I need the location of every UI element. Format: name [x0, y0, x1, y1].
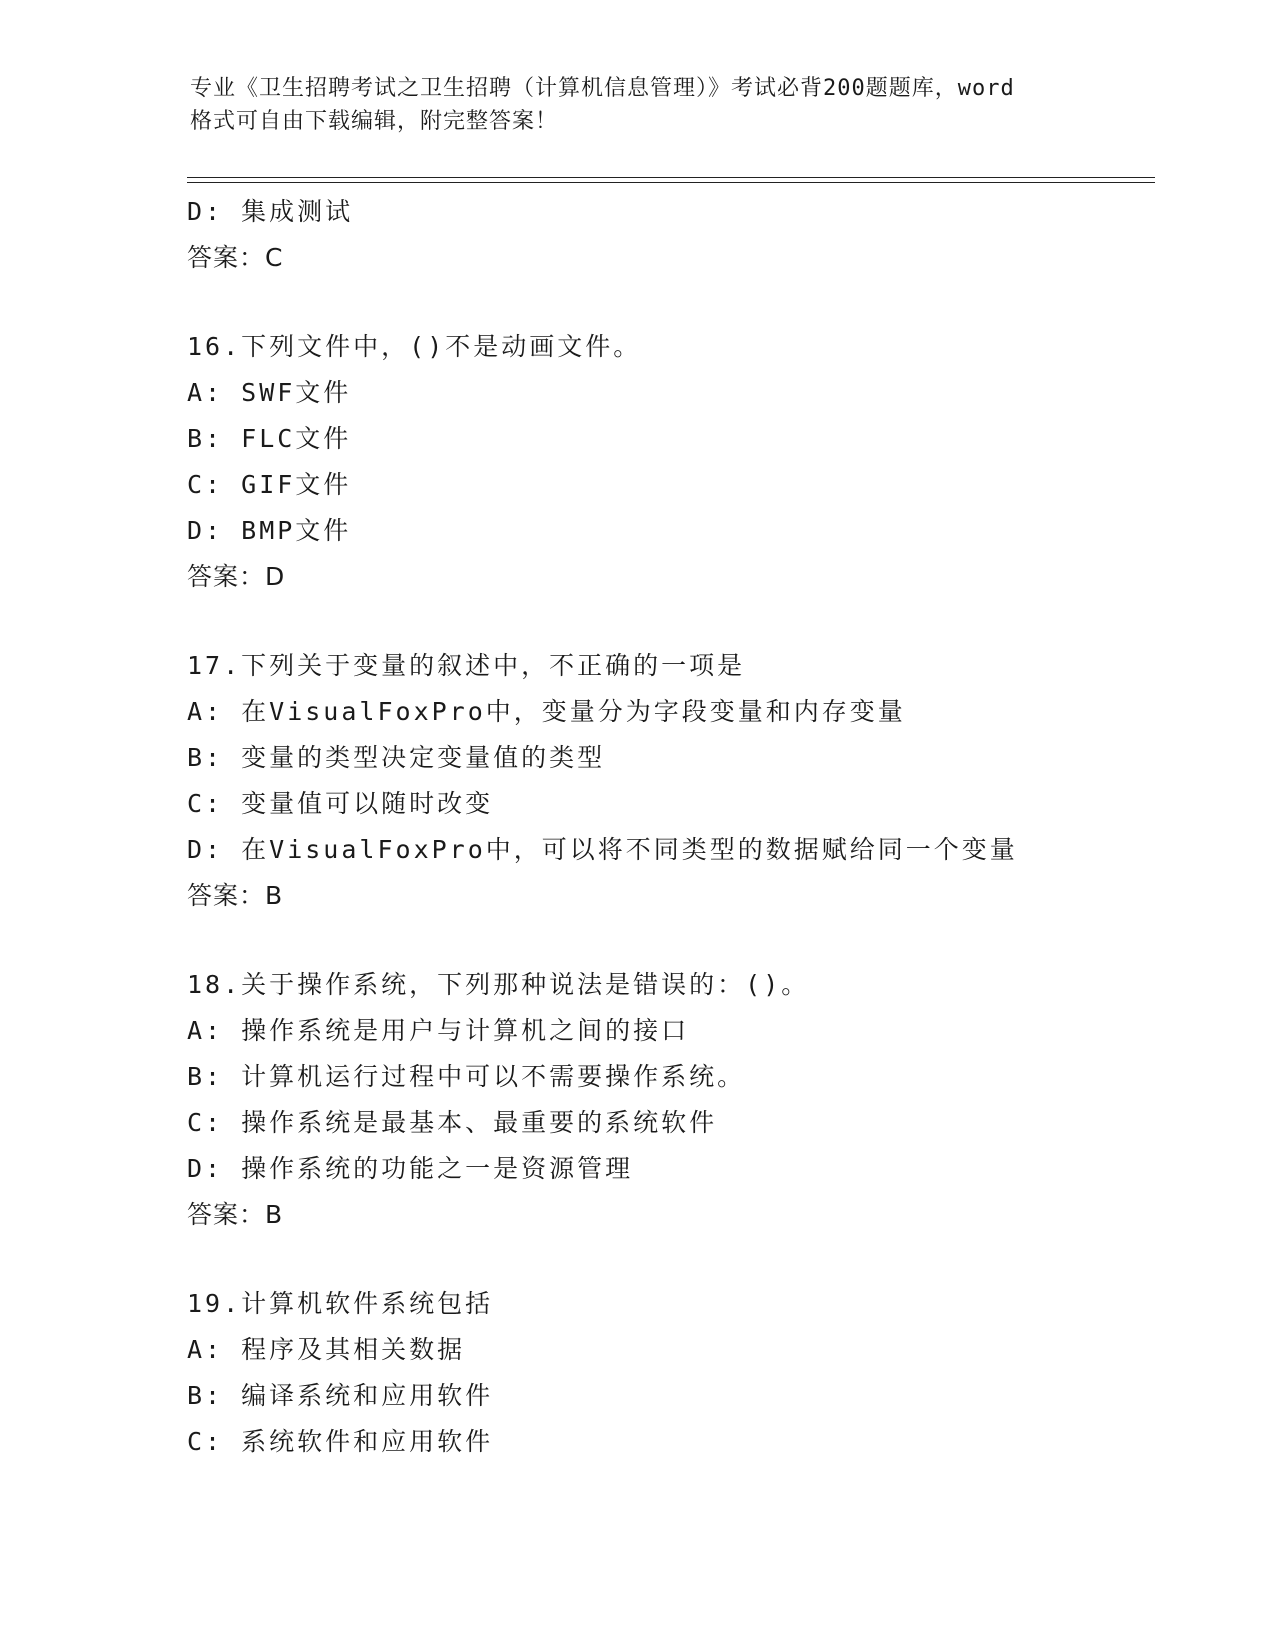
option-a: A: 操作系统是用户与计算机之间的接口 — [187, 1016, 690, 1045]
question-stem: 17.下列关于变量的叙述中，不正确的一项是 — [187, 651, 746, 680]
option-b: B: 计算机运行过程中可以不需要操作系统。 — [187, 1062, 746, 1091]
document-header — [190, 72, 1090, 138]
answer-label: 答案：C — [187, 243, 284, 272]
option-c: C: 系统软件和应用软件 — [187, 1427, 494, 1456]
option-d: D: 在VisualFoxPro中，可以将不同类型的数据赋给同一个变量 — [187, 835, 1018, 864]
option-a: A: SWF文件 — [187, 378, 352, 407]
spacer — [187, 281, 1147, 324]
option-c: C: GIF文件 — [187, 470, 352, 499]
header-title-line-1: 专业《卫生招聘考试之卫生招聘（计算机信息管理）》考试必背200题题库，word — [190, 76, 1015, 101]
option-d: D: BMP文件 — [187, 516, 352, 545]
option-c: C: 操作系统是最基本、最重要的系统软件 — [187, 1108, 718, 1137]
answer-label: 答案：B — [187, 881, 284, 910]
question-18 — [187, 962, 1147, 1238]
option-b: B: 编译系统和应用软件 — [187, 1381, 494, 1410]
option-d: D: 集成测试 — [187, 197, 354, 226]
option-a: A: 在VisualFoxPro中，变量分为字段变量和内存变量 — [187, 697, 906, 726]
answer-label: 答案：D — [187, 562, 286, 591]
question-stem: 16.下列文件中，()不是动画文件。 — [187, 332, 642, 361]
question-17 — [187, 643, 1147, 919]
option-b: B: FLC文件 — [187, 424, 352, 453]
header-divider-bottom — [187, 182, 1155, 183]
question-stem: 18.关于操作系统，下列那种说法是错误的：()。 — [187, 970, 810, 999]
answer-label: 答案：B — [187, 1200, 284, 1229]
header-title-line-2: 格式可自由下载编辑，附完整答案！ — [190, 109, 559, 134]
option-a: A: 程序及其相关数据 — [187, 1335, 466, 1364]
question-15-fragment — [187, 189, 1147, 281]
spacer — [187, 600, 1147, 643]
option-b: B: 变量的类型决定变量值的类型 — [187, 743, 606, 772]
question-stem: 19.计算机软件系统包括 — [187, 1289, 494, 1318]
spacer — [187, 919, 1147, 962]
spacer — [187, 1238, 1147, 1281]
option-d: D: 操作系统的功能之一是资源管理 — [187, 1154, 634, 1183]
option-c: C: 变量值可以随时改变 — [187, 789, 494, 818]
question-list — [187, 189, 1147, 1465]
question-16 — [187, 324, 1147, 600]
header-divider-top — [187, 177, 1155, 178]
question-19 — [187, 1281, 1147, 1465]
